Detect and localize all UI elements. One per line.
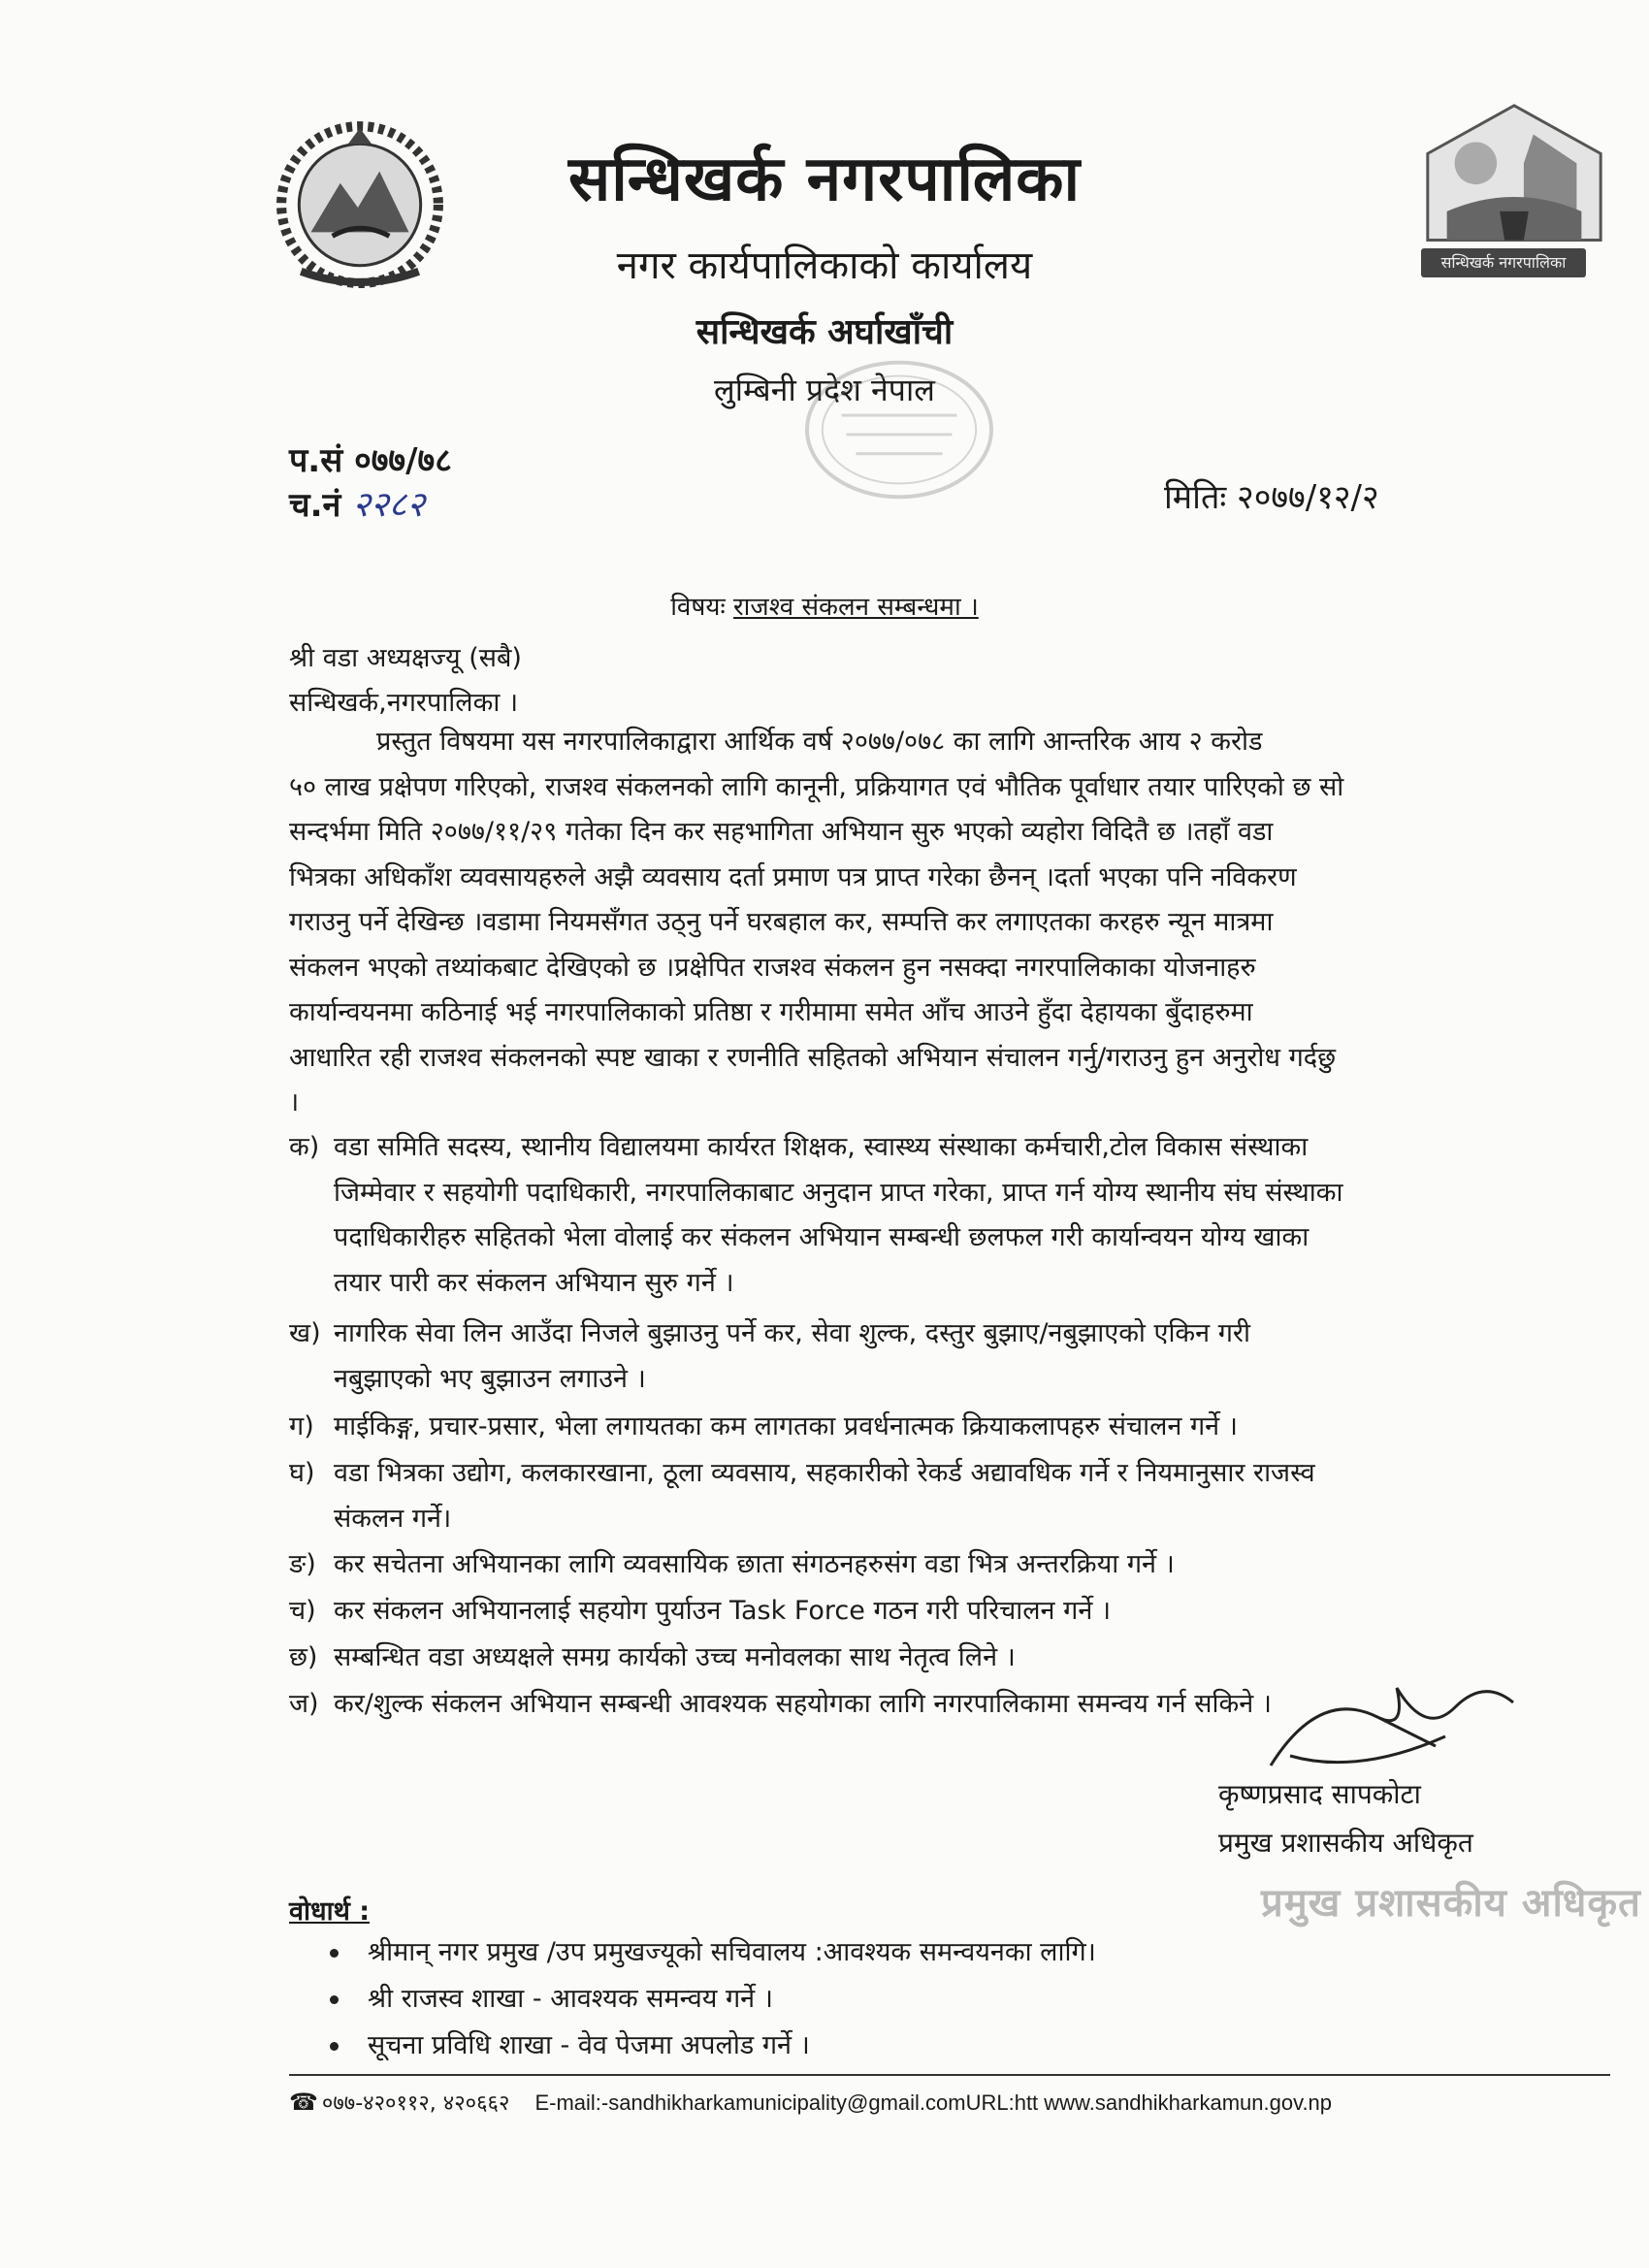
logo-caption: सन्धिखर्क नगरपालिका [1421,248,1586,277]
body-paragraph [289,720,1492,1126]
letter-date [1164,473,1379,518]
item-line: कर सचेतना अभियानका लागि व्यवसायिक छाता संगठनहरुसंग वडा भित्र अन्तरक्रिया गर्ने । [334,1549,1175,1579]
body-line: कार्यान्वयनमा कठिनाई भई नगरपालिकाको प्रतिष्ठा र गरीमामा समेत आँच आउने हुँदा देहायका बुँदाहरुमा [289,997,1253,1027]
cc-item [330,2025,810,2061]
date-value: २०७७/१२/२ [1237,478,1379,517]
item-line: सम्बन्धित वडा अध्यक्षले समग्र कार्यको उच्च मनोवलका साथ नेतृत्व लिने । [334,1642,1016,1672]
item-mark: ग) [289,1411,314,1442]
bullet-icon [330,1995,339,2004]
body-line: । [289,1087,300,1118]
body-line: ५० लाख प्रक्षेपण गरिएको, राजश्व संकलनको लागि कानूनी, प्रक्रियागत एवं भौतिक पूर्वाधार तयार पारिएको छ सो [289,771,1344,802]
item-mark: घ) [289,1458,315,1488]
footer-email-url: E-mail:-sandhikharkamunicipality@gmail.comURL:htt www.sandhikharkamun.gov.np [534,2090,1333,2115]
body-line: सन्दर्भमा मिति २०७७/११/२९ गतेका दिन कर सहभागिता अभियान सुरु भएको व्यहोरा विदितै छ ।तहाँ वडा [289,817,1274,847]
item-line: तयार पारी कर संकलन अभियान सुरु गर्ने । [334,1267,734,1298]
cc-heading: वोधार्थ : [289,1896,371,1927]
body-line: संकलन भएको तथ्यांकबाट देखिएको छ ।प्रक्षेपित राजश्व संकलन हुन नसक्दा नगरपालिकाका योजनाहरु [289,952,1256,983]
item-line: संकलन गर्ने। [334,1503,452,1534]
signer-name: कृष्णप्रसाद सापकोटा [1218,1778,1421,1810]
office-name: नगर कार्यपालिकाको कार्यालय [616,243,1033,288]
bullet-icon [330,2042,339,2051]
cc-item-text: श्री राजस्व शाखा - आवश्यक समन्वय गर्ने । [368,1984,773,2014]
dispatch-number [289,479,425,527]
item-mark: च) [289,1596,316,1626]
subject-label: विषयः [670,593,726,622]
serial-label: प.सं [289,441,343,480]
signer-title: प्रमुख प्रशासकीय अधिकृत [1218,1827,1473,1859]
item-mark: छ) [289,1642,318,1672]
cc-item [330,1979,773,2015]
municipality-name: सन्धिखर्क नगरपालिका [567,144,1082,215]
item-line: वडा भित्रका उद्योग, कलकारखाना, ठूला व्यवसाय, सहकारीको रेकर्ड अद्यावधिक गर्ने र नियमानुसार राजस्व [334,1458,1315,1488]
body-line: प्रस्तुत विषयमा यस नगरपालिकाद्वारा आर्थिक वर्ष २०७७/०७८ का लागि आन्तरिक आय २ करोड [376,727,1263,757]
dispatch-label: च.नं [289,486,341,525]
item-line: कर/शुल्क संकलन अभियान सम्बन्धी आवश्यक सहयोगका लागि नगरपालिकामा समन्वय गर्न सकिने । [334,1689,1272,1719]
item-mark: ख) [289,1318,321,1348]
bullet-icon [330,1949,339,1958]
item-line: नबुझाएको भए बुझाउन लगाउने । [334,1363,646,1394]
item-line: जिम्मेवार र सहयोगी पदाधिकारी, नगरपालिकाबाट अनुदान प्राप्त गरेका, प्राप्त गर्न योग्य स्थानीय संघ संस्थाका [334,1177,1343,1208]
subject-text: राजश्व संकलन सम्बन्धमा । [733,593,979,622]
dispatch-value: २२८२ [352,485,426,525]
item-line: नागरिक सेवा लिन आउँदा निजले बुझाउनु पर्ने कर, सेवा शुल्क, दस्तुर बुझाए/नबुझाएको एकिन गरी [334,1318,1250,1348]
cc-item-text: श्रीमान् नगर प्रमुख /उप प्रमुखज्यूको सचिवालय :आवश्यक समन्वयनका लागि। [368,1937,1096,1967]
footer-divider [289,2074,1610,2076]
item-line: कर संकलन अभियानलाई सहयोग पुर्याउन Task Force गठन गरी परिचालन गर्ने । [334,1596,1112,1626]
body-line: आधारित रही राजश्व संकलनको स्पष्ट खाका र रणनीति सहितको अभियान संचालन गर्नु/गराउनु हुन अनुरोध गर्दछु [289,1042,1337,1073]
phone-icon: ☎ [289,2089,318,2116]
addressee-line-2: सन्धिखर्क,नगरपालिका । [289,688,519,718]
item-mark: ज) [289,1689,319,1719]
body-line: गराउनु पर्ने देखिन्छ ।वडामा नियमसँगत उठ्नु पर्ने घरबहाल कर, सम्पत्ति कर लगाएतका करहरु न्यून मात्रमा [289,907,1274,937]
date-label: मितिः [1164,478,1227,517]
signature-scrawl-icon [1261,1649,1533,1785]
body-line: भित्रका अधिकाँश व्यवसायहरुले अझै व्यवसाय दर्ता प्रमाण पत्र प्राप्त गरेका छैनन् ।दर्ता भएका पनि नविकरण [289,861,1297,892]
office-location: सन्धिखर्क अर्घाखाँची [695,312,954,352]
item-line: वडा समिति सदस्य, स्थानीय विद्यालयमा कार्यरत शिक्षक, स्वास्थ्य संस्थाका कर्मचारी,टोल विकास संस्थाका [334,1132,1309,1162]
designation-stamp: प्रमुख प्रशासकीय अधिकृत [1261,1881,1641,1926]
item-mark: क) [289,1132,320,1162]
item-mark: ङ) [289,1549,316,1579]
item-line: पदाधिकारीहरु सहितको भेला वोलाई कर संकलन अभियान सम्बन्धी छलफल गरी कार्यान्वयन योग्य खाका [334,1222,1310,1252]
footer-phone: ०७७-४२०११२, ४२०६६२ [321,2091,510,2116]
cc-item [330,1932,1096,1968]
letter-serial [289,437,452,481]
addressee-line-1: श्री वडा अध्यक्षज्यू (सबै) [289,643,522,673]
footer-contact [289,2088,1332,2117]
letter-subject [0,588,1649,623]
cc-item-text: सूचना प्रविधि शाखा - वेव पेजमा अपलोड गर्ने । [368,2030,810,2060]
item-line: माईकिङ्ग, प्रचार-प्रसार, भेला लगायतका कम लागतका प्रवर्धनात्मक क्रियाकलापहरु संचालन गर्ने । [334,1411,1238,1442]
serial-value: ०७७/७८ [354,441,452,480]
province-line: लुम्बिनी प्रदेश नेपाल [714,372,935,408]
